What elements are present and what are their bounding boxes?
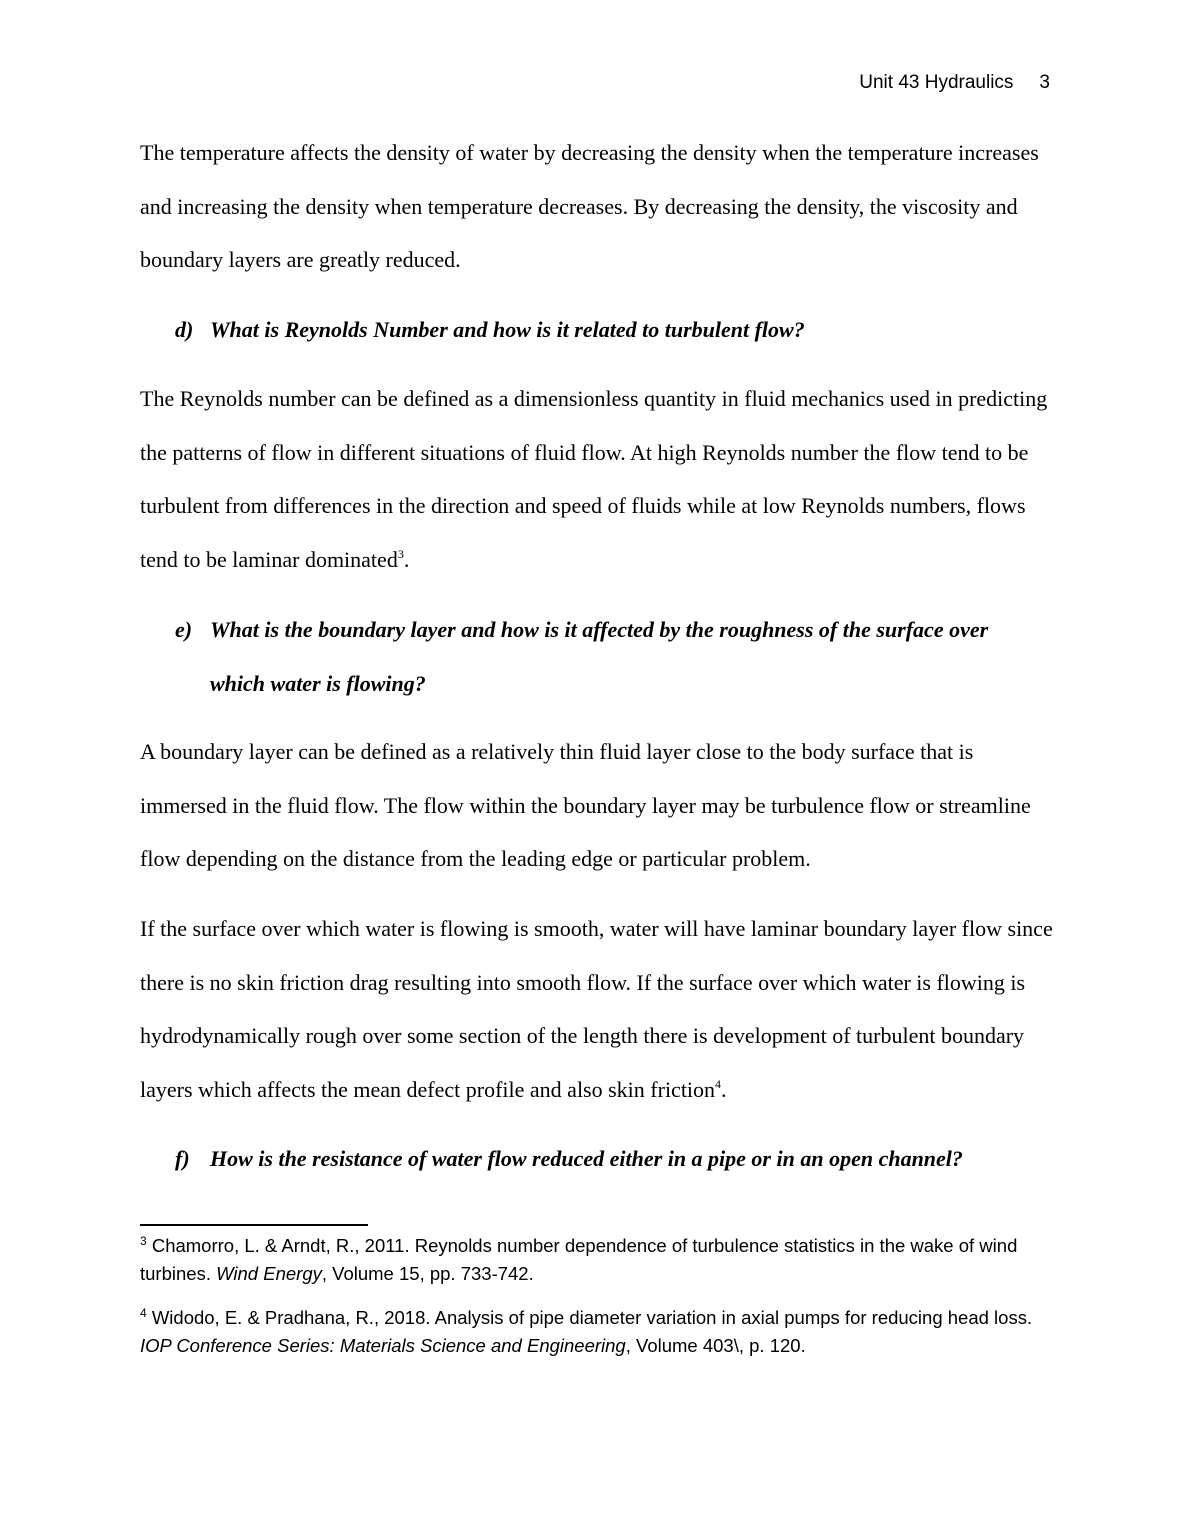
footnote-separator (140, 1224, 368, 1226)
footnote-3 (140, 1232, 1055, 1288)
paragraph-boundary-definition-text: A boundary layer can be defined as a relatively thin fluid layer close to the body surface that is immersed in the fluid flow. The flow within the boundary layer may be turbulence flow or streamline flow depending on the distance from the leading edge or particular problem. (140, 739, 1031, 872)
question-f (175, 1132, 1055, 1186)
question-f-letter: f) (175, 1146, 190, 1171)
question-e (175, 603, 1055, 710)
question-d-letter: d) (175, 317, 194, 342)
paragraph-reynolds-text: The Reynolds number can be defined as a dimensionless quantity in fluid mechanics used in predicting the patterns of flow in different situations of fluid flow. At high Reynolds number the flow tend to be turbulent from differences in the direction and speed of fluids while at low Reynolds numbers, flows tend to be laminar dominated (140, 386, 1048, 573)
paragraph-boundary-definition (140, 725, 1055, 886)
footnote-3-details: , Volume 15, pp. 733-742. (321, 1263, 534, 1284)
footnote-4-citation: Widodo, E. & Pradhana, R., 2018. Analysis of pipe diameter variation in axial pumps for reducing head loss. (151, 1307, 1033, 1328)
page-header (859, 70, 1050, 96)
footnote-4-journal: IOP Conference Series: Materials Science and Engineering (140, 1335, 626, 1356)
page-number: 3 (1039, 72, 1050, 93)
footnote-3-journal: Wind Energy (216, 1263, 322, 1284)
question-d-text: What is Reynolds Number and how is it related to turbulent flow? (210, 317, 805, 342)
footnote-ref-3[interactable]: 3 (397, 547, 404, 562)
footnote-4-details: , Volume 403\, p. 120. (625, 1335, 806, 1356)
footnote-4 (140, 1304, 1055, 1360)
paragraph-reynolds: The Reynolds number can be defined as a dimensionless quantity in fluid mechanics used in predicting the patterns of flow in different situations of fluid flow. At high Reynolds number the flow tend to be turbulent from differences in the direction and speed of fluids while at low Reynolds numbers, flows tend to be laminar dominated$^3$. (140, 386, 1048, 573)
question-e-text-line1: What is the boundary layer and how is it affected by the roughness of the surface over (210, 617, 989, 642)
paragraph-surface: If the surface over which water is flowing is smooth, water will have laminar boundary layer flow since there is no skin friction drag resulting into smooth flow. If the surface over which water is flowing is hydrodynamically rough over some section of the length there is development of turbulent boundary layers which affects the mean defect profile and also skin friction$^4$. (140, 916, 1053, 1103)
footnote-3-citation: Chamorro, L. & Arndt, R., 2011. Reynolds number dependence of turbulence statistics in the wake of wind turbines. (140, 1235, 1018, 1284)
footnote-ref-4[interactable]: 4 (715, 1077, 722, 1092)
paragraph-temperature (140, 126, 1055, 287)
header-title: Unit 43 Hydraulics (859, 72, 1014, 93)
footnote-4-number: 4 (140, 1306, 147, 1320)
question-d (175, 303, 1055, 357)
question-e-letter: e) (175, 617, 193, 642)
question-e-text-line2: which water is flowing? (210, 670, 426, 696)
question-f-text: How is the resistance of water flow reduced either in a pipe or in an open channel? (210, 1146, 963, 1171)
paragraph-temperature-text: The temperature affects the density of water by decreasing the density when the temperature increases and increasing the density when temperature decreases. By decreasing the density, the viscosity and boundary layers are greatly reduced. (140, 140, 1039, 273)
footnote-3-number: 3 (140, 1234, 147, 1248)
paragraph-surface-text: If the surface over which water is flowing is smooth, water will have laminar boundary layer flow since there is no skin friction drag resulting into smooth flow. If the surface over which water is flowing is hydrodynamically rough over some section of the length there is development of turbulent boundary layers which affects the mean defect profile and also skin friction (140, 916, 1053, 1103)
